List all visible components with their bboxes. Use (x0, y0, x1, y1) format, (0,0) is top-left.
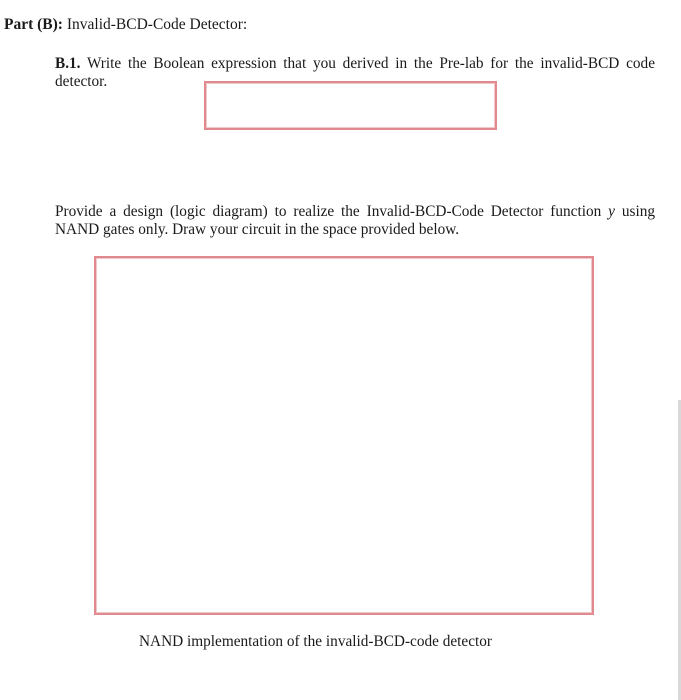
figure-caption: NAND implementation of the invalid-BCD-code detector (139, 633, 493, 650)
part-title: Invalid-BCD-Code Detector: (66, 16, 248, 33)
circuit-drawing-area[interactable] (94, 256, 594, 615)
function-variable: y (608, 203, 615, 220)
design-text-after: using NAND gates only. Draw your circuit in the space provided below. (55, 203, 656, 238)
design-instructions (55, 203, 655, 238)
part-heading (4, 15, 247, 35)
boolean-expression-answer-box[interactable] (204, 81, 497, 130)
question-number: B.1. (55, 55, 81, 72)
question-text: Write the Boolean expression that you derived in the Pre-lab for the invalid-BCD code detector. (55, 55, 655, 90)
design-text-before: Provide a design (logic diagram) to realize the Invalid-BCD-Code Detector function (55, 203, 602, 220)
part-label: Part (B): (4, 16, 63, 33)
